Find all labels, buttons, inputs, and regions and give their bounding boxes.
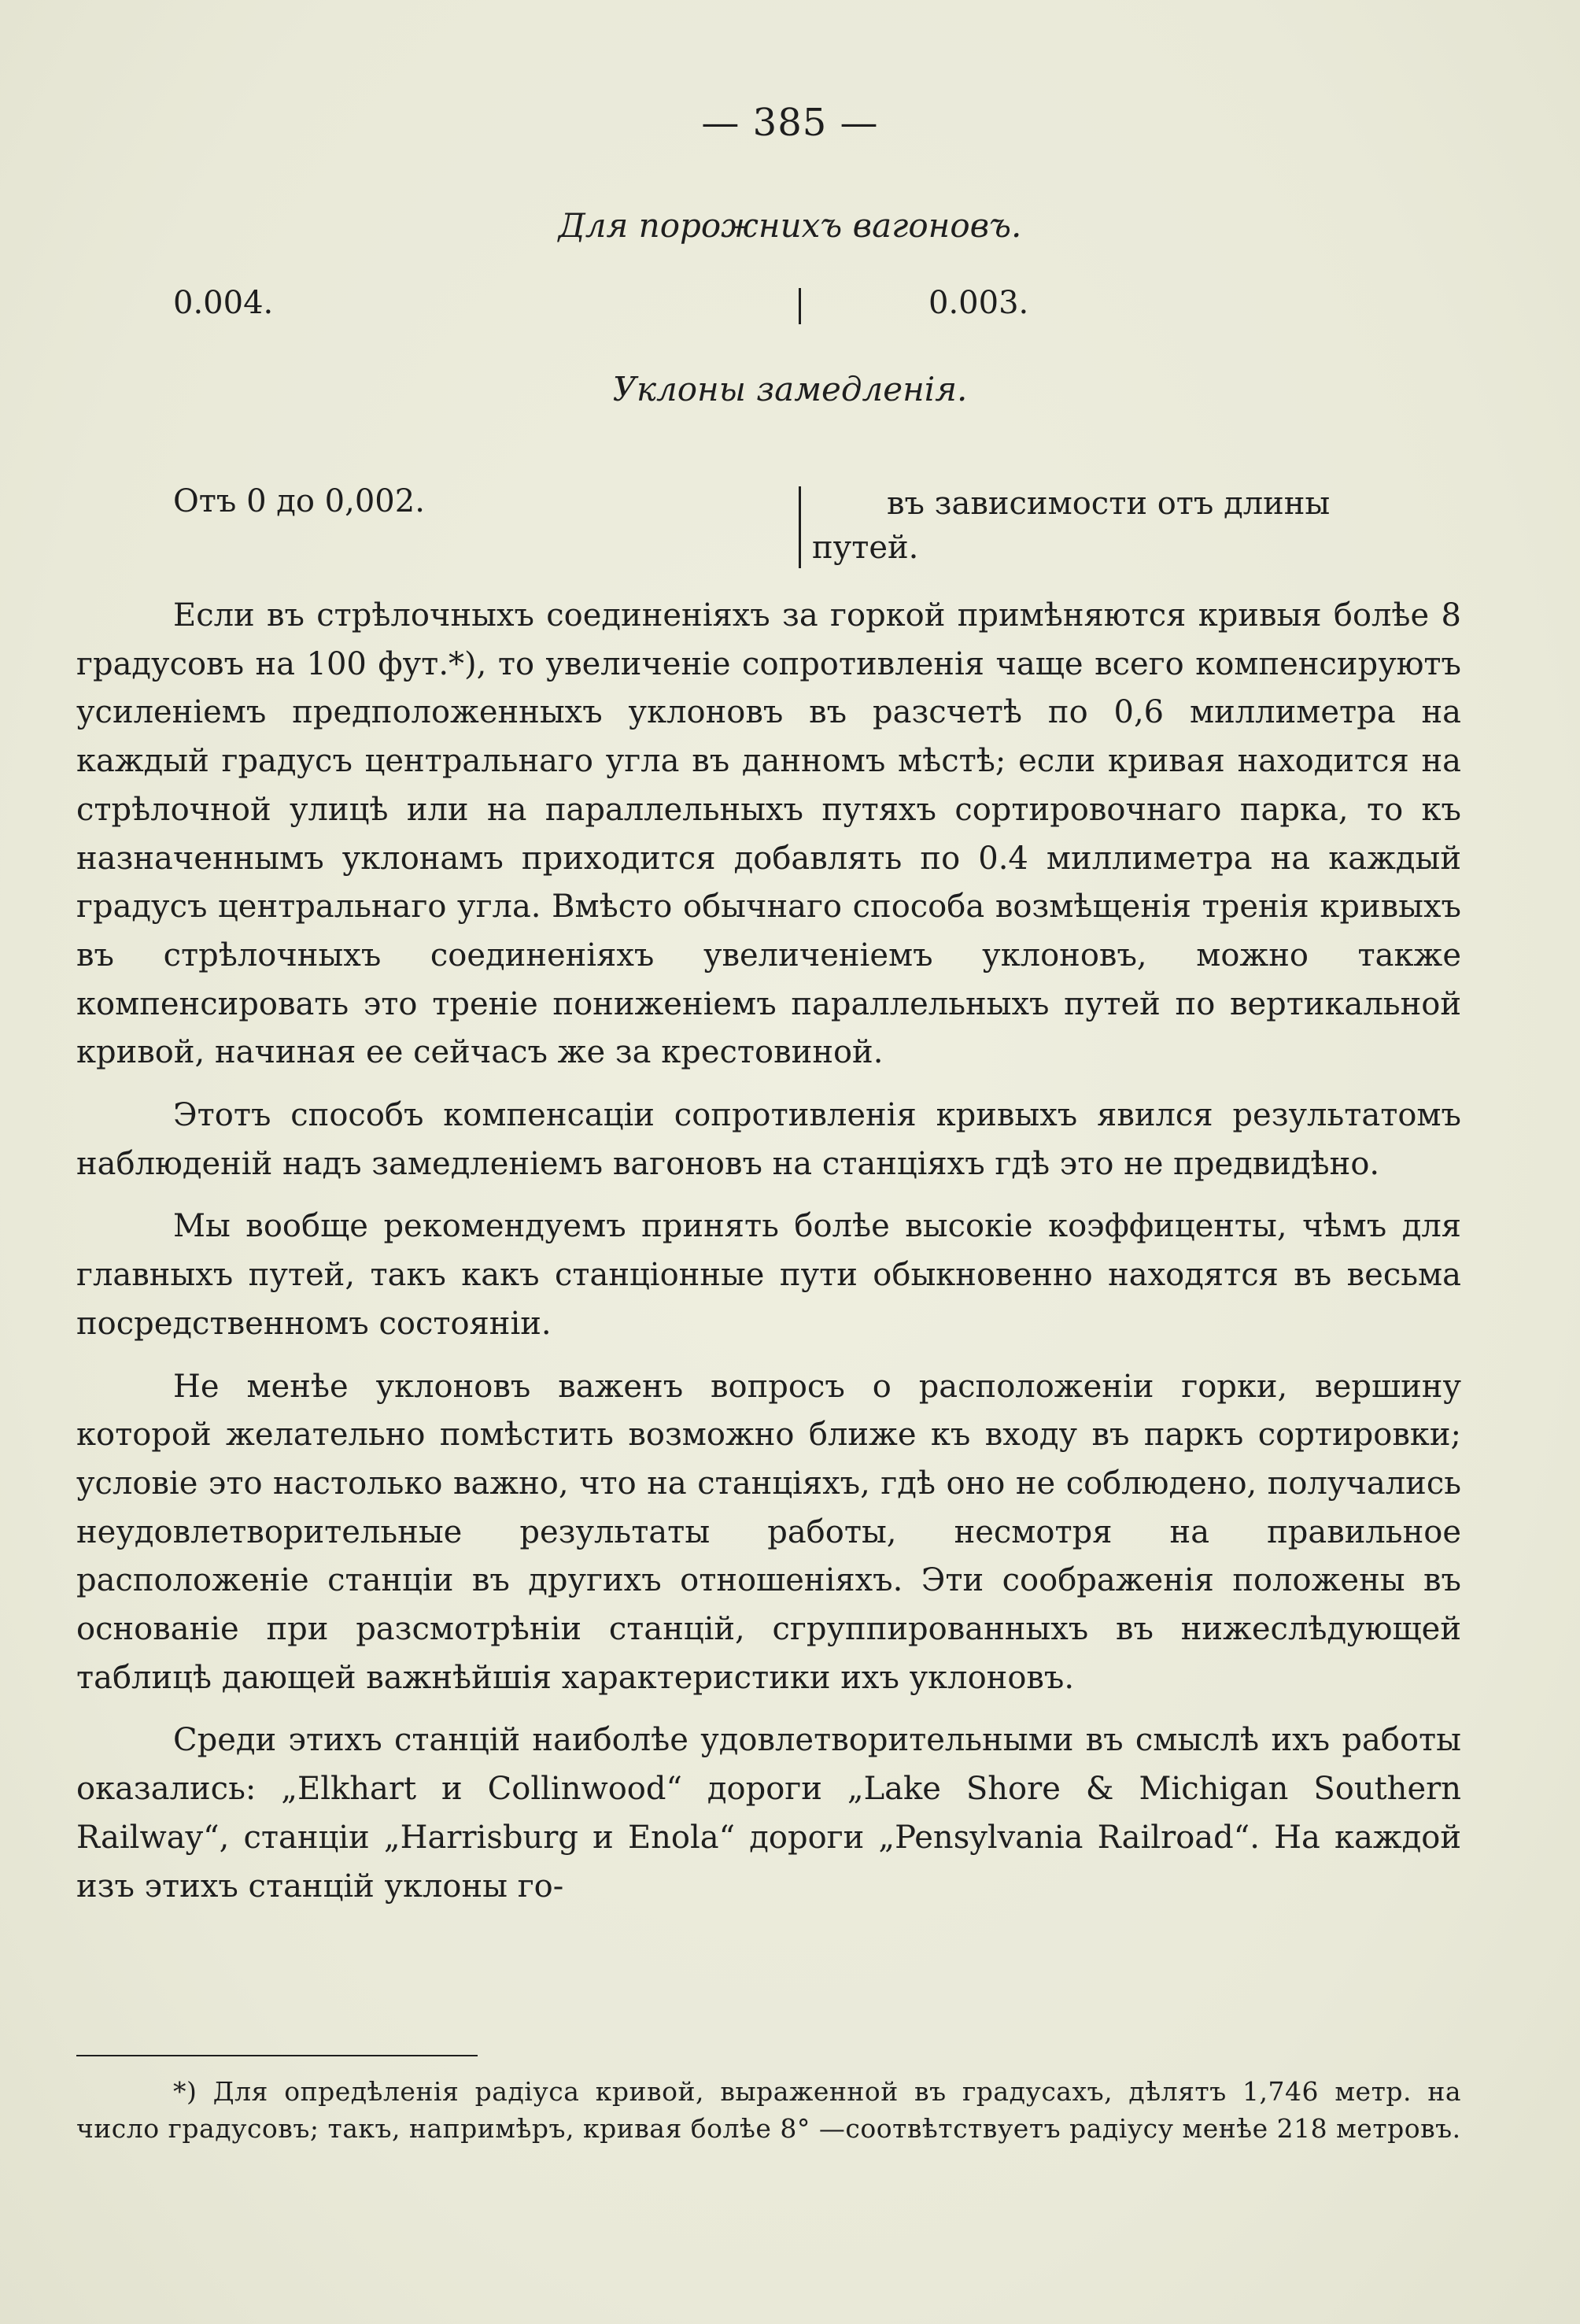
grade-row-deceleration	[173, 482, 1462, 568]
section-heading-empty-wagons: Для порожнихъ вагоновъ.	[558, 206, 1022, 245]
paragraph: Не менѣе уклоновъ важенъ вопросъ о расположеніи горки, вершину которой желательно помѣстить возможно ближе къ входу въ паркъ сортировки; условіе это настолько важно, что на станціяхъ, гдѣ оно не соблюдено, получались неудовлетворительные результаты работы, несмотря на правильное расположеніе станціи въ другихъ отношеніяхъ. Эти соображенія положены въ основаніе при разсмотрѣніи станцій, сгруппированныхъ въ нижеслѣдующей таблицѣ дающей важнѣйшія характеристики ихъ уклоновъ.	[76, 1368, 1461, 1696]
paragraph: Этотъ способъ компенсаціи сопротивленія кривыхъ явился результатомъ наблюденій надъ замедленіемъ вагоновъ на станціяхъ гдѣ это не предвидѣно.	[76, 1097, 1461, 1182]
grade-note-line1: въ зависимости отъ длины	[887, 486, 1331, 522]
grade-note-line2: путей.	[812, 530, 919, 566]
footnote: *) Для опредѣленія радіуса кривой, выраженной въ градусахъ, дѣлятъ 1,746 метр. на число градусовъ; такъ, напримѣръ, кривая болѣе 8° —соотвѣтствуетъ радіусу менѣе 218 метровъ.	[76, 2076, 1461, 2144]
grade-value-right: 0.003.	[928, 285, 1029, 321]
grade-value-left: 0.004.	[173, 285, 274, 321]
paragraph: Если въ стрѣлочныхъ соединеніяхъ за горкой примѣняются кривыя болѣе 8 градусовъ на 100 фут.*), то увеличеніе сопротивленія чаще всего компенсируютъ усиленіемъ предположенныхъ уклоновъ въ разсчетѣ по 0,6 миллиметра на каждый градусъ центральнаго угла въ данномъ мѣстѣ; если кривая находится на стрѣлочной улицѣ или на параллельныхъ путяхъ сортировочнаго парка, то къ назначеннымъ уклонамъ приходится добавлять по 0.4 миллиметра на каждый градусъ центральнаго угла. Вмѣсто обычнаго способа возмѣщенія тренія кривыхъ въ стрѣлочныхъ соединеніяхъ увеличеніемъ уклоновъ, можно также компенсировать это треніе пониженіемъ параллельныхъ путей по вертикальной кривой, начиная ее сейчасъ же за крестовиной.	[76, 597, 1461, 1071]
column-divider	[799, 288, 801, 324]
grade-row-empty-wagons	[173, 285, 1462, 332]
column-divider	[799, 486, 801, 568]
paragraph: Мы вообще рекомендуемъ принять болѣе высокіе коэффиценты, чѣмъ для главныхъ путей, такъ какъ станціонные пути обыкновенно находятся въ весьма посредственномъ состояніи.	[76, 1208, 1461, 1342]
footnote-divider	[76, 2055, 478, 2056]
paragraph: Среди этихъ станцій наиболѣе удовлетворительными въ смыслѣ ихъ работы оказались: „Elkhart и Collinwood“ дороги „Lake Shore & Michigan Southern Railway“, станціи „Harrisburg и Enola“ дороги „Pensylvania Railroad“. На каждой изъ этихъ станцій уклоны го-	[76, 1722, 1461, 1905]
grade-range-left: Отъ 0 до 0,002.	[173, 483, 425, 519]
section-heading-deceleration-grades: Уклоны замедленія.	[612, 370, 968, 408]
page-number: — 385 —	[701, 101, 879, 145]
grade-note-right	[812, 482, 1580, 570]
main-body-text	[76, 592, 1461, 1911]
